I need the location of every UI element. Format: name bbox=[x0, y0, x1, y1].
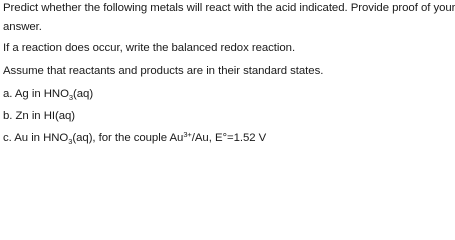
item-c bbox=[3, 129, 267, 146]
item-a bbox=[3, 88, 93, 101]
instruction-line-3: If a reaction does occur, write the balanced redox reaction. bbox=[3, 42, 296, 54]
item-c-suffix: /Au, E°=1.52 V bbox=[191, 132, 267, 144]
item-c-subscript: 3 bbox=[68, 136, 73, 146]
item-a-prefix: a. Ag in HNO bbox=[3, 88, 69, 100]
instruction-line-1: Predict whether the following metals will react with the acid indicated. Provide proof of your bbox=[3, 2, 455, 14]
instruction-line-2: answer. bbox=[3, 21, 42, 33]
item-c-prefix: c. Au in HNO bbox=[3, 132, 69, 144]
item-c-superscript: 3+ bbox=[183, 129, 192, 139]
item-a-subscript: 3 bbox=[68, 92, 73, 102]
item-c-middle: (aq), for the couple Au bbox=[72, 132, 184, 144]
item-b: b. Zn in HI(aq) bbox=[3, 110, 76, 122]
instruction-line-4: Assume that reactants and products are in their standard states. bbox=[3, 65, 324, 77]
item-a-suffix: (aq) bbox=[73, 88, 94, 100]
